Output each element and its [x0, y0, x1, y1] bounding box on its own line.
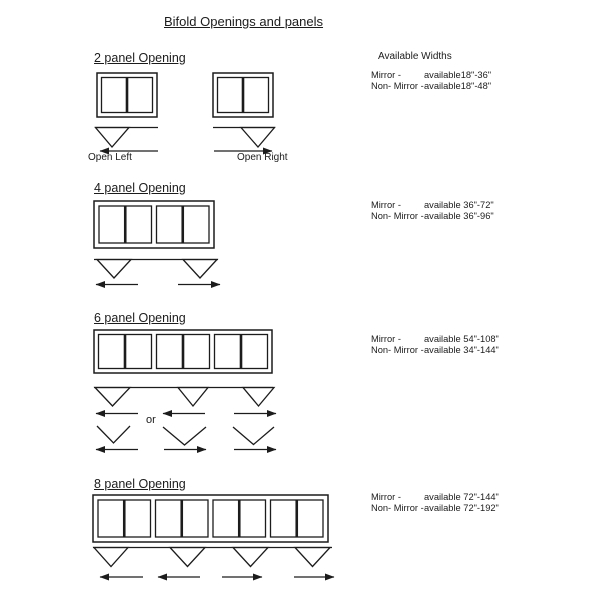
- panel-assembly-6panel: [94, 330, 272, 373]
- widths-8-panel: [371, 492, 499, 513]
- fold-chevron: [163, 427, 206, 445]
- open-left-label: Open Left: [88, 152, 132, 163]
- section-heading-4-panel: 4 panel Opening: [94, 181, 186, 195]
- mirror-value: available 54"-108": [424, 334, 499, 344]
- non-mirror-value: available18"-48": [424, 80, 492, 91]
- fold-indicators-6panel-option1: [94, 388, 276, 414]
- widths-2-panel: [371, 70, 491, 91]
- non-mirror-value: available 72"-192": [424, 502, 499, 513]
- non-mirror-row: [371, 345, 499, 356]
- non-mirror-value: available 34"-144": [424, 344, 499, 355]
- non-mirror-label: Non- Mirror -: [371, 210, 424, 221]
- mirror-value: available 36"-72": [424, 200, 494, 210]
- fold-triangle: [241, 128, 275, 148]
- fold-chevron: [97, 426, 130, 443]
- mirror-label: Mirror -: [371, 334, 401, 344]
- fold-triangle: [97, 260, 131, 279]
- fold-triangle: [178, 388, 208, 407]
- fold-triangle: [94, 548, 128, 567]
- panel-frame: [94, 201, 214, 248]
- non-mirror-value: available 36"-96": [424, 210, 494, 221]
- section-heading-6-panel: 6 panel Opening: [94, 311, 186, 325]
- fold-indicators-6panel-option2: [96, 426, 276, 450]
- fold-triangle: [243, 388, 274, 407]
- page-title: Bifold Openings and panels: [164, 14, 324, 29]
- fold-indicator-open-right: [213, 128, 275, 152]
- mirror-label: Mirror -: [371, 492, 401, 502]
- mirror-label: Mirror -: [371, 200, 401, 210]
- fold-indicators-8panel: [93, 548, 334, 578]
- non-mirror-label: Non- Mirror -: [371, 344, 424, 355]
- fold-triangle: [96, 128, 130, 148]
- fold-triangle: [183, 260, 217, 279]
- mirror-row: [371, 334, 499, 345]
- fold-triangle: [233, 548, 268, 567]
- open-right-label: Open Right: [237, 152, 288, 163]
- fold-triangle: [95, 388, 130, 407]
- mirror-row: [371, 200, 494, 211]
- fold-triangle: [295, 548, 330, 567]
- fold-chevron: [233, 427, 274, 445]
- or-label: or: [146, 414, 156, 426]
- fold-triangle: [170, 548, 205, 567]
- panel-assembly-2panel-right: [213, 73, 273, 117]
- non-mirror-row: [371, 211, 494, 222]
- non-mirror-label: Non- Mirror -: [371, 80, 424, 91]
- section-heading-8-panel: 8 panel Opening: [94, 477, 186, 491]
- available-widths-heading: Available Widths: [378, 51, 452, 62]
- mirror-label: Mirror -: [371, 70, 401, 80]
- panel-assembly-2panel-left: [97, 73, 157, 117]
- non-mirror-label: Non- Mirror -: [371, 502, 424, 513]
- widths-4-panel: [371, 200, 494, 221]
- mirror-row: [371, 70, 491, 81]
- mirror-row: [371, 492, 499, 503]
- fold-indicators-4panel: [94, 260, 220, 285]
- panel-frame: [93, 495, 328, 542]
- mirror-value: available18"-36": [424, 70, 492, 80]
- mirror-value: available 72"-144": [424, 492, 499, 502]
- non-mirror-row: [371, 503, 499, 514]
- panel-assembly-8panel: [93, 495, 328, 542]
- section-heading-2-panel: 2 panel Opening: [94, 51, 186, 65]
- non-mirror-row: [371, 81, 491, 92]
- widths-6-panel: [371, 334, 499, 355]
- fold-indicator-open-left: [95, 128, 158, 152]
- panel-assembly-4panel: [94, 201, 214, 248]
